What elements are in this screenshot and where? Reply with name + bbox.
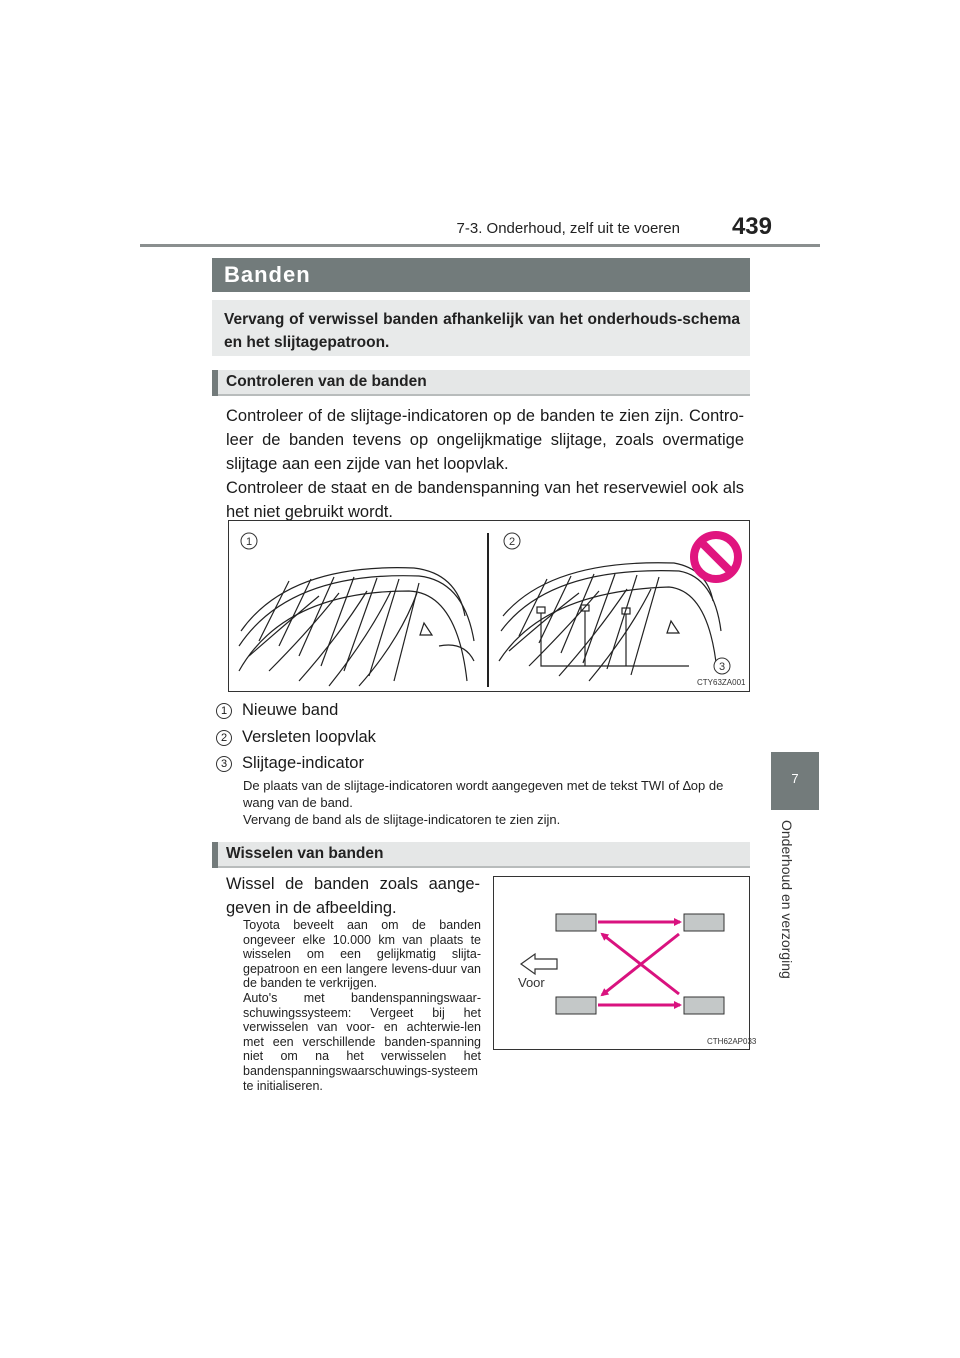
figure-1-code: CTY63ZA001 (697, 678, 746, 687)
chapter-label: Onderhoud en verzorging (779, 820, 795, 979)
check-section-heading-text: Controleren van de banden (226, 373, 427, 390)
tire-wear-figure (228, 520, 750, 692)
tire-rotation-diagram (494, 877, 757, 1049)
callout-1 (241, 533, 257, 549)
intro-text: Vervang of verwissel banden afhankelijk van het onderhouds-schema en het slijtagepatroon. (224, 311, 740, 351)
rotation-section-heading (212, 842, 750, 868)
callout-3-label: 3 (718, 661, 726, 673)
tire-rotation-figure (493, 876, 757, 1050)
callout-2-label: 2 (508, 536, 516, 548)
front-left-tire (556, 914, 596, 931)
wear-indicator-note (243, 777, 748, 828)
legend-text-1: Nieuwe band (242, 701, 339, 719)
legend-item-2 (216, 728, 376, 747)
figure-2-code: CTH62AP033 (707, 1037, 757, 1046)
check-paragraph-2: Controleer de staat en de bandenspanning van het reservewiel ook als het niet gebruikt wordt. (226, 479, 744, 521)
wear-indicator-note-1: De plaats van de slijtage-indicatoren wordt aangegeven met de tekst TWI of ∆op de wang van de band. (243, 778, 724, 810)
check-paragraph-1: Controleer of de slijtage-indicatoren op de banden te zien zijn. Contro-leer de banden tevens op ongelijkmatige slijtage, zoals overmatige slijtage aan een zijde van het loopvlak. (226, 407, 744, 473)
rotation-section-heading-text: Wisselen van banden (226, 845, 384, 862)
front-direction-label: Voor (518, 975, 545, 990)
front-direction-arrow-icon (521, 954, 557, 974)
check-section-body (226, 404, 744, 524)
tire-wear-illustration (229, 521, 749, 691)
new-tire-drawing (239, 568, 474, 686)
front-right-tire (684, 914, 724, 931)
legend-item-3 (216, 754, 364, 773)
rotation-note-1: Toyota beveelt aan om de banden ongeveer elke 10.000 km van plaats te wisselen om een gelijkmatig slijta-gepatroon en een langere levens-duur van de banden te verkrijgen. (243, 918, 481, 991)
rear-left-tire (556, 997, 596, 1014)
page-title: Banden (224, 262, 311, 287)
callout-3 (714, 658, 730, 674)
intro-box (212, 300, 750, 356)
callout-2 (504, 533, 520, 549)
check-section-heading (212, 370, 750, 396)
legend-text-3: Slijtage-indicator (242, 754, 364, 772)
rotation-note (243, 918, 481, 1093)
page-number: 439 (731, 213, 772, 240)
callout-1-label: 1 (245, 536, 253, 548)
legend-num-2: 2 (216, 730, 232, 746)
page-title-bar (212, 258, 750, 292)
rotation-note-2: Auto's met bandenspanningswaar-schuwingssysteem: Vergeet bij het verwisselen van voor- en achterwie-len met een verschillende banden-spanning niet om na het verwisselen het bandenspanningswaarschuwings-systeem te initialiseren. (243, 990, 481, 1093)
wear-indicator-note-2: Vervang de band als de slijtage-indicatoren te zien zijn. (243, 812, 561, 827)
prohibition-icon (694, 535, 738, 579)
rear-right-tire (684, 997, 724, 1014)
legend-item-1 (216, 701, 338, 720)
header-rule (140, 244, 820, 247)
section-path: 7-3. Onderhoud, zelf uit te voeren (456, 220, 680, 237)
legend-text-2: Versleten loopvlak (242, 728, 376, 746)
legend-num-3: 3 (216, 756, 232, 772)
rotation-paragraph: Wissel de banden zoals aange-geven in de afbeelding. (226, 875, 480, 917)
legend-num-1: 1 (216, 703, 232, 719)
chapter-tab: 7 (771, 752, 819, 810)
worn-tire-drawing (499, 563, 721, 681)
